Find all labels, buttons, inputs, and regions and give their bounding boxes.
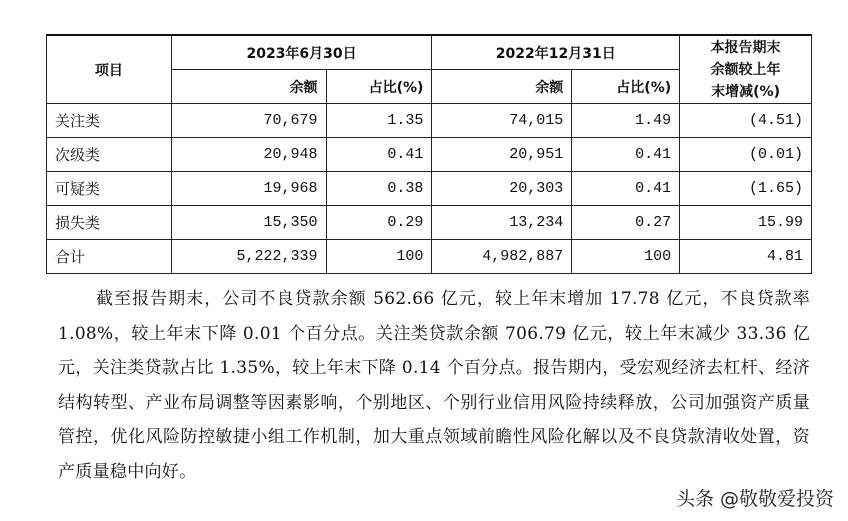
header-balance: 余额 — [171, 70, 326, 104]
cell-b2: 13,234 — [432, 206, 572, 240]
cell-r1: 1.35 — [326, 104, 432, 138]
cell-r1: 0.38 — [326, 172, 432, 206]
table-row — [47, 172, 812, 206]
cell-r2: 0.41 — [572, 172, 680, 206]
cell-name: 关注类 — [47, 104, 172, 138]
table-row — [47, 104, 812, 138]
cell-b1: 70,679 — [171, 104, 326, 138]
cell-name: 次级类 — [47, 138, 172, 172]
cell-b2: 20,303 — [432, 172, 572, 206]
table-row — [47, 240, 812, 274]
header-period2: 2022年12月31日 — [432, 35, 680, 70]
cell-chg: (4.51) — [680, 104, 812, 138]
table-row — [47, 138, 812, 172]
cell-chg: 15.99 — [680, 206, 812, 240]
cell-name: 合计 — [47, 240, 172, 274]
cell-b1: 20,948 — [171, 138, 326, 172]
header-change: 本报告期末余额较上年末增减(%) — [680, 35, 812, 104]
cell-b2: 74,015 — [432, 104, 572, 138]
header-item: 项目 — [47, 35, 172, 104]
summary-paragraph: 截至报告期末，公司不良贷款余额 562.66 亿元，较上年末增加 17.78 亿元，不良贷款率 1.08%，较上年末下降 0.01 个百分点。关注类贷款余额 706.79 亿元，较上年末减少 33.36 亿元，关注类贷款占比 1.35%，较上年末下降 0.14 个百分点。报告期内，受宏观经济去杠杆、经济结构转型、产业布局调整等因素影响，个别地区、个别行业信用风险持续释放，公司加强资产质量管控，优化风险防控敏捷小组工作机制，加大重点领域前瞻性风险化解以及不良贷款清收处置，资产质量稳中向好。 — [58, 289, 810, 482]
cell-r2: 0.41 — [572, 138, 680, 172]
cell-chg: (1.65) — [680, 172, 812, 206]
npl-table — [46, 34, 812, 274]
header-ratio: 占比(%) — [572, 70, 680, 104]
header-balance: 余额 — [432, 70, 572, 104]
cell-r1: 0.29 — [326, 206, 432, 240]
cell-b1: 5,222,339 — [171, 240, 326, 274]
cell-r2: 0.27 — [572, 206, 680, 240]
cell-name: 可疑类 — [47, 172, 172, 206]
cell-r2: 100 — [572, 240, 680, 274]
cell-b2: 20,951 — [432, 138, 572, 172]
cell-b1: 15,350 — [171, 206, 326, 240]
cell-name: 损失类 — [47, 206, 172, 240]
cell-r1: 100 — [326, 240, 432, 274]
watermark: 头条 @敬敬爱投资 — [675, 488, 834, 510]
header-period1: 2023年6月30日 — [171, 35, 432, 70]
table-row — [47, 206, 812, 240]
cell-chg: 4.81 — [680, 240, 812, 274]
header-ratio: 占比(%) — [326, 70, 432, 104]
cell-b1: 19,968 — [171, 172, 326, 206]
cell-b2: 4,982,887 — [432, 240, 572, 274]
cell-r1: 0.41 — [326, 138, 432, 172]
cell-chg: (0.01) — [680, 138, 812, 172]
cell-r2: 1.49 — [572, 104, 680, 138]
